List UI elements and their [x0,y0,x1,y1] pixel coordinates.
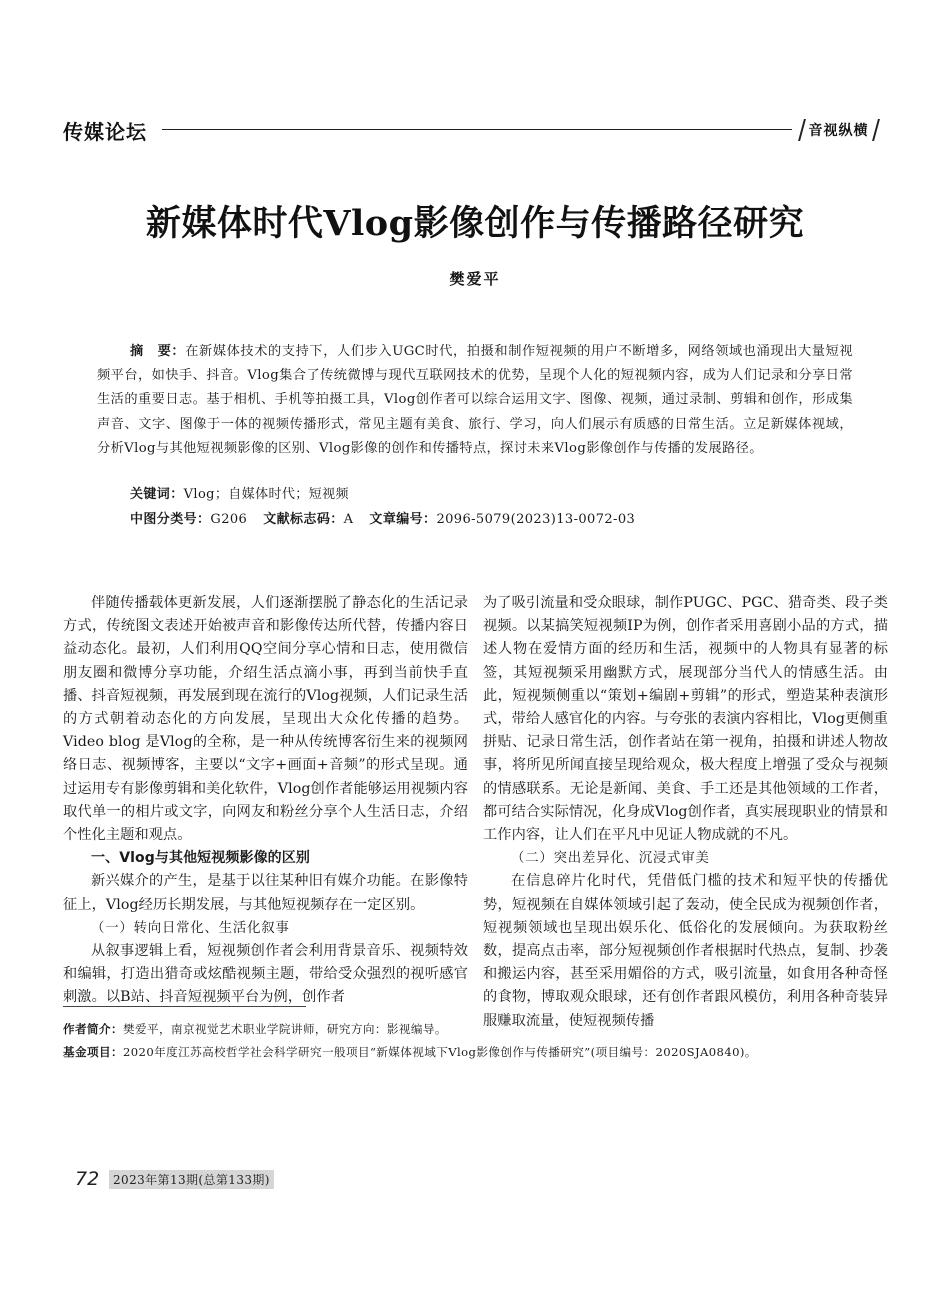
article-title: 新媒体时代Vlog影像创作与传播路径研究 [145,203,805,244]
classification-line [130,508,635,527]
article-no-value: 2096-5079(2023)13-0072-03 [436,512,636,527]
fund-label: 基金项目： [63,1045,123,1059]
body-paragraph: 从叙事逻辑上看，短视频创作者会利用背景音乐、视频特效和编辑，打造出猎奇或炫酷视频主题，带给受众强烈的视听感官刺激。以B站、抖音短视频平台为例，创作者 [63,943,468,1006]
author-bio-text: 樊爱平，南京视觉艺术职业学院讲师，研究方向：影视编导。 [122,1022,447,1036]
issue-info: 2023年第13期(总第133期) [109,1170,274,1189]
keywords-label: 关键词： [130,487,184,502]
body-column-left [63,592,468,1010]
body-paragraph: 在信息碎片化时代，凭借低门槛的技术和短平快的传播优势，短视频在自媒体领域引起了轰动，使全民成为视频创作者，短视频领域也呈现出娱乐化、低俗化的发展倾向。为获取粉丝数，提高点击率，部分短视频创作者根据时代热点，复制、抄袭和搬运内容，甚至采用媚俗的方式，吸引流量，如食用各种奇怪的食物，博取观众眼球，还有创作者跟风模仿，利用各种奇装异服赚取流量，使短视频传播 [483,873,888,1029]
clc-label: 中图分类号： [130,512,211,527]
doc-code-value: A [343,512,354,527]
author-bio-label: 作者简介： [63,1022,123,1036]
body-paragraph: 新兴媒介的产生，是基于以往某种旧有媒介功能。在影像特征上，Vlog经历长期发展，与其他短视频存在一定区别。 [63,873,468,913]
keywords-text: Vlog；自媒体时代；短视频 [183,487,349,502]
footnote-rule [63,1006,306,1007]
subsection-heading: （二）突出差异化、沉浸式审美 [511,851,710,867]
section-name: 音视纵横 [808,123,869,139]
body-paragraph: 伴随传播载体更新发展，人们逐渐摆脱了静态化的生活记录方式，传统图文表述开始被声音和影像传达所代替，传播内容日益动态化。最初，人们利用QQ空间分享心情和日志，使用微信朋友圈和微博分享功能，介绍生活点滴小事，再到当前快手直播、抖音短视频，再发展到现在流行的Vlog视频，人们记录生活的方式朝着动态化的方向发展，呈现出大众化传播的趋势。Video blog 是Vlog的全称，是一种从传统博客衍生来的视频网络日志、视频博客，主要以“文字+画面+音频”的形式呈现。通过运用专有影像剪辑和美化软件，Vlog创作者能够运用视频内容取代单一的相片或文字，向网友和粉丝分享个人生活日志，介绍个性化主题和观点。 [63,595,468,844]
doc-code-label: 文献标志码： [263,512,344,527]
page-number: 72 [75,1168,100,1190]
author-bio [63,1021,447,1037]
fund-text: 2020年度江苏高校哲学社会科学研究一般项目“新媒体视域下Vlog影像创作与传播研究”(项目编号：2020SJA0840)。 [122,1045,757,1059]
fund-info [63,1044,757,1060]
subsection-heading: （一）转向日常化、生活化叙事 [91,920,290,936]
keywords [130,483,349,502]
abstract-text: 在新媒体技术的支持下，人们步入UGC时代，拍摄和制作短视频的用户不断增多，网络领域也涌现出大量短视频平台，如快手、抖音。Vlog集合了传统微博与现代互联网技术的优势，呈现个人化的短视频内容，成为人们记录和分享日常生活的重要日志。基于相机、手机等拍摄工具，Vlog创作者可以综合运用文字、图像、视频，通过录制、剪辑和创作，形成集声音、文字、图像于一体的视频传播形式，常见主题有美食、旅行、学习，向人们展示有质感的日常生活。立足新媒体视域，分析Vlog与其他短视频影像的区别、Vlog影像的创作和传播特点，探讨未来Vlog影像创作与传播的发展路径。 [97,344,853,456]
body-paragraph-continued: 为了吸引流量和受众眼球，制作PUGC、PGC、猎奇类、段子类视频。以某搞笑短视频IP为例，创作者采用喜剧小品的方式，描述人物在爱情方面的经历和生活，视频中的人物具有显著的标签，其短视频采用幽默方式，展现部分当代人的情感生活。由此，短视频侧重以“策划+编剧+剪辑”的形式，塑造某种表演形式，带给人感官化的内容。与夸张的表演内容相比，Vlog更侧重拼贴、记录日常生活，创作者站在第一视角，拍摄和讲述人物故事，将所见所闻直接呈现给观众，极大程度上增强了受众与视频的情感联系。无论是新闻、美食、手工还是其他领域的工作者，都可结合实际情况，化身成Vlog创作者，真实展现职业的情景和工作内容，让人们在平凡中见证人物成就的不凡。 [483,595,888,844]
article-no-label: 文章编号： [369,512,437,527]
header-rule [162,129,792,130]
clc-value: G206 [210,512,248,527]
column-name: 传媒论坛 [63,120,147,144]
section-heading: 一、Vlog与其他短视频影像的区别 [91,850,310,867]
article-author: 樊爱平 [449,270,501,288]
abstract [97,340,853,461]
slash-divider-left [798,119,805,141]
body-column-right [483,592,888,1033]
slash-divider-right [872,119,879,141]
abstract-label: 摘 要： [130,344,186,359]
section-tag [795,117,882,143]
